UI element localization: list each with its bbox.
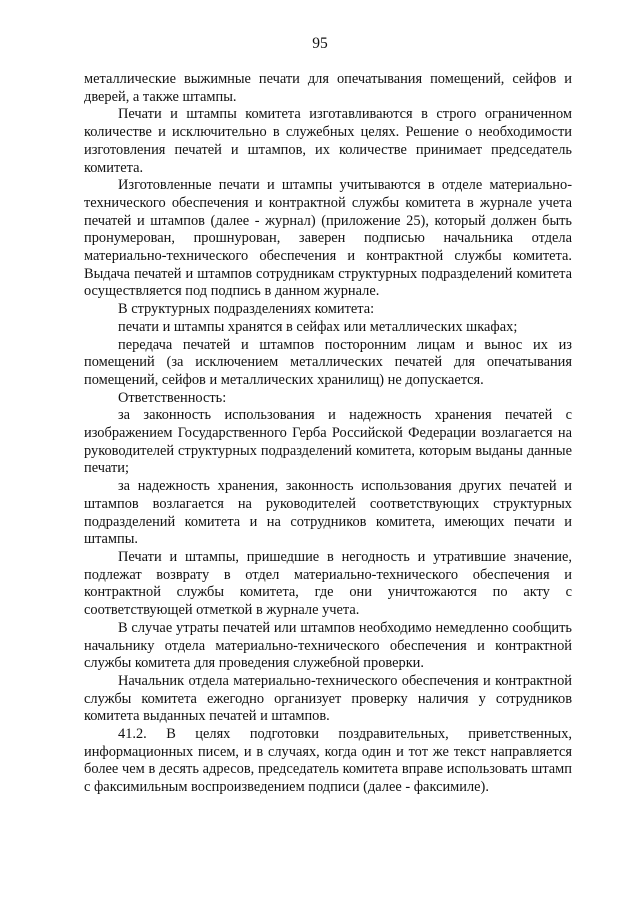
paragraph: Печати и штампы, пришедшие в негодность и утратившие значение, подлежат возврату в отдел материально-технического обеспечения и контрактной службы комитета, где они уничтожаются по акту с соответствующей отметкой в журнале учета. — [84, 548, 572, 619]
paragraph: В структурных подразделениях комитета: — [118, 301, 375, 318]
paragraph: за надежность хранения, законность использования других печатей и штампов возлагается на руководителей соответствующих структурных подразделений комитета и на сотрудников комитета, имеющих печати и штампы. — [84, 478, 572, 548]
body-text — [84, 71, 572, 797]
paragraph: Начальник отдела материально-технического обеспечения и контрактной службы комитета ежегодно организует проверку наличия у сотрудников комитета выданных печатей и штампов. — [84, 672, 572, 725]
paragraph: В случае утраты печатей или штампов необходимо немедленно сообщить начальнику отдела материально-технического обеспечения и контрактной службы комитета для проведения служебной проверки. — [84, 619, 572, 672]
paragraph: 41.2. В целях подготовки поздравительных, приветственных, информационных писем, и в случаях, когда один и тот же текст направляется более чем в десять адресов, председатель комитета вправе использовать штамп с факсимильным воспроизведением подписи (далее - факсимиле). — [84, 726, 572, 796]
paragraph-continued: металлические выжимные печати для опечатывания помещений, сейфов и дверей, а также штампы. — [84, 71, 572, 105]
paragraph: Печати и штампы комитета изготавливаются в строго ограниченном количестве и исключительно в служебных целях. Решение о необходимости изготовления печатей и штампов, их количестве принимает председатель комитета. — [84, 106, 572, 176]
paragraph: передача печатей и штампов посторонним лицам и вынос их из помещений (за исключением металлических печатей для опечатывания помещений, сейфов и металлических хранилищ) не допускается. — [84, 336, 572, 388]
paragraph: печати и штампы хранятся в сейфах или металлических шкафах; — [118, 318, 518, 335]
paragraph: Ответственность: — [118, 389, 227, 406]
paragraph: за законность использования и надежность хранения печатей с изображением Государственного Герба Российской Федерации возлагается на руководителей структурных подразделений комитета, которым выданы данные печати; — [84, 407, 572, 477]
paragraph: Изготовленные печати и штампы учитываются в отделе материально-технического обеспечения и контрактной службы комитета в журнале учета печатей и штампов (далее - журнал) (приложение 25), который должен быть пронумерован, прошнурован, заверен подписью начальника отдела материально-технического обеспечения и контрактной службы комитета. Выдача печатей и штампов сотрудникам структурных подразделений комитета осуществляется под подпись в данном журнале. — [84, 177, 572, 300]
page-number: 95 — [312, 35, 328, 52]
